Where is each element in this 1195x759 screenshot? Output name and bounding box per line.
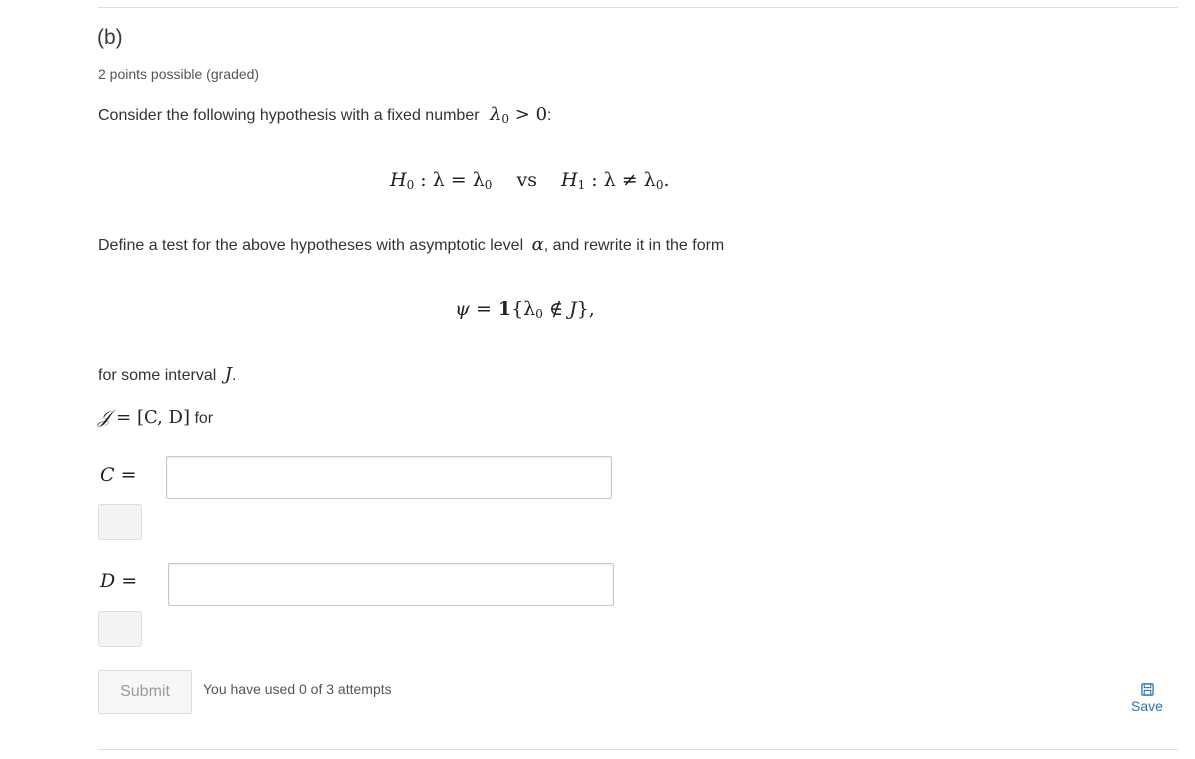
points-possible: 2 points possible (graded) xyxy=(98,66,260,82)
interval-text: for some interval xyxy=(98,367,217,384)
D-answer-input[interactable] xyxy=(168,563,614,606)
bottom-divider xyxy=(98,749,1178,750)
script-J-symbol: 𝒥 xyxy=(98,407,111,428)
define-text: Define a test for the above hypotheses with asymptotic level xyxy=(98,237,524,254)
intro-colon: : xyxy=(547,107,552,124)
C-label: C = xyxy=(100,464,137,486)
interval-end: . xyxy=(231,367,237,384)
interval-line xyxy=(98,364,236,385)
C-answer-input[interactable] xyxy=(166,456,612,499)
define-rest-text: , and rewrite it in the form xyxy=(543,237,725,254)
define-line xyxy=(98,234,724,255)
interval-definition xyxy=(98,407,213,428)
top-divider xyxy=(98,7,1178,8)
D-preview-box xyxy=(98,611,142,647)
save-button[interactable] xyxy=(1124,683,1170,714)
vs-word: vs xyxy=(516,169,537,191)
intro-text: Consider the following hypothesis with a fixed number xyxy=(98,107,480,124)
save-label: Save xyxy=(1131,698,1163,714)
D-label: D = xyxy=(100,570,138,592)
save-icon xyxy=(1141,683,1154,696)
attempts-text: You have used 0 of 3 attempts xyxy=(203,681,392,697)
lambda0-gt-zero: $\lambda_0 > 0$ xyxy=(490,104,548,126)
C-preview-box xyxy=(98,504,142,540)
problem-label: (b) xyxy=(97,26,123,49)
hypothesis-display: $H_0$ : $\lambda = \lambda_0$ vs $H_1$ : $\lambda \ne \lambda_0$. xyxy=(390,169,670,192)
for-word: for xyxy=(194,410,214,427)
submit-button[interactable]: Submit xyxy=(98,670,192,714)
test-display: $\psi = 1\{\lambda_0$ ∉ J}, xyxy=(455,298,595,321)
J-symbol: J xyxy=(224,364,232,385)
interval-cd: = [C, D] xyxy=(110,407,190,428)
alpha-symbol: α xyxy=(531,234,544,255)
intro-line xyxy=(98,104,552,126)
